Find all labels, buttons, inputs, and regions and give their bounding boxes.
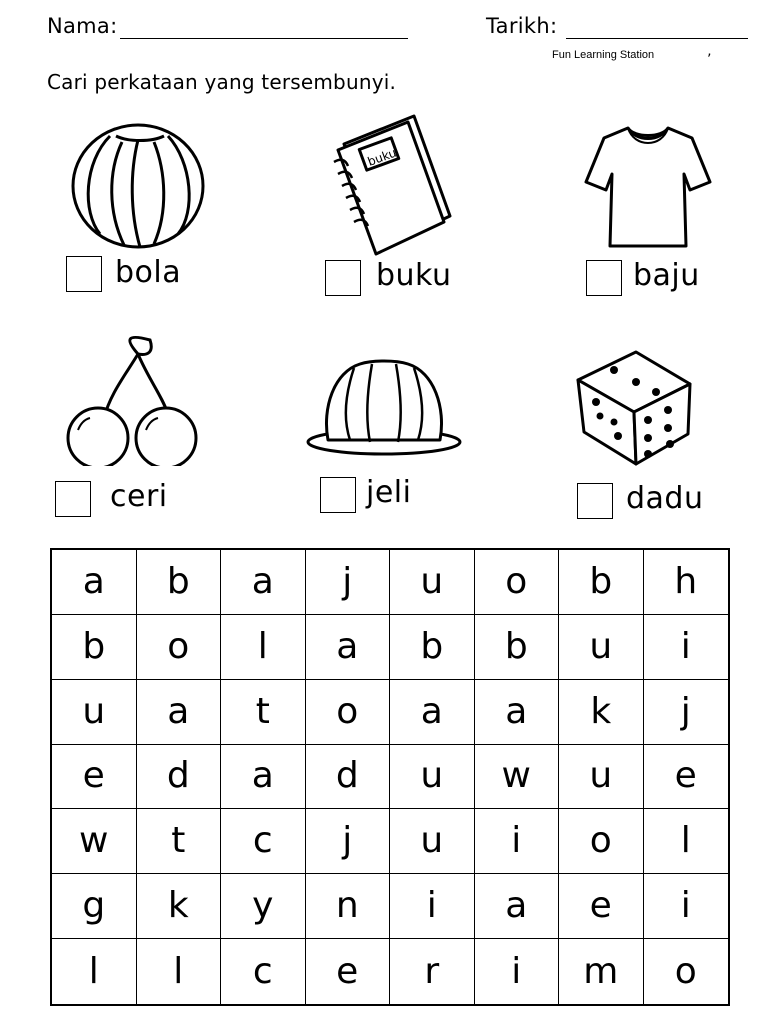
grid-cell[interactable]: c xyxy=(221,939,306,1004)
checkbox-dadu[interactable] xyxy=(577,483,613,519)
grid-cell[interactable]: r xyxy=(390,939,475,1004)
grid-cell[interactable]: i xyxy=(475,939,560,1004)
grid-cell[interactable]: a xyxy=(221,550,306,615)
grid-cell[interactable]: h xyxy=(644,550,729,615)
grid-cell[interactable]: i xyxy=(644,874,729,939)
grid-cell[interactable]: m xyxy=(559,939,644,1004)
word-dadu: dadu xyxy=(626,481,704,516)
notebook-cover-text: buku xyxy=(365,145,399,169)
word-search-grid xyxy=(50,548,730,1006)
grid-cell[interactable]: o xyxy=(674,950,697,992)
grid-cell[interactable]: u xyxy=(559,615,644,680)
grid-cell[interactable]: k xyxy=(137,874,222,939)
brand-credit: Fun Learning Station xyxy=(552,49,655,61)
jelly-icon xyxy=(304,358,464,458)
checkbox-bola[interactable] xyxy=(66,256,102,292)
grid-cell[interactable]: g xyxy=(52,874,137,939)
name-field-line[interactable] xyxy=(120,38,408,39)
word-jeli: jeli xyxy=(366,475,412,510)
grid-cell[interactable]: o xyxy=(475,550,560,615)
shirt-icon xyxy=(584,122,712,250)
grid-cell[interactable]: u xyxy=(390,745,475,810)
name-label: Nama: xyxy=(47,14,118,38)
grid-cell[interactable]: a xyxy=(221,745,306,810)
grid-cell[interactable]: w xyxy=(475,745,560,810)
grid-cell[interactable]: c xyxy=(221,809,306,874)
grid-cell[interactable]: i xyxy=(644,615,729,680)
grid-cell[interactable]: o xyxy=(306,680,391,745)
grid-cell[interactable]: l xyxy=(137,939,222,1004)
grid-cell[interactable]: e xyxy=(644,745,729,810)
grid-cell[interactable]: i xyxy=(475,809,560,874)
grid-cell[interactable]: l xyxy=(221,615,306,680)
grid-cell[interactable]: j xyxy=(306,809,391,874)
grid-cell[interactable]: a xyxy=(137,680,222,745)
notebook-icon xyxy=(326,110,458,260)
word-buku: buku xyxy=(376,258,452,293)
grid-cell[interactable]: a xyxy=(475,874,560,939)
word-baju: baju xyxy=(633,258,700,293)
grid-cell[interactable]: a xyxy=(306,615,391,680)
grid-cell[interactable]: w xyxy=(52,809,137,874)
grid-cell[interactable]: t xyxy=(137,809,222,874)
grid-cell[interactable]: u xyxy=(390,809,475,874)
grid-cell[interactable]: a xyxy=(475,680,560,745)
grid-cell[interactable]: u xyxy=(52,680,137,745)
date-field-line[interactable] xyxy=(566,38,748,39)
grid-cell[interactable]: d xyxy=(306,745,391,810)
grid-cell[interactable]: b xyxy=(390,615,475,680)
stray-mark: ’ xyxy=(707,52,712,68)
grid-cell[interactable]: n xyxy=(306,874,391,939)
dice-icon xyxy=(574,348,696,466)
grid-cell[interactable]: a xyxy=(390,680,475,745)
grid-cell[interactable]: o xyxy=(137,615,222,680)
grid-cell[interactable]: i xyxy=(390,874,475,939)
grid-cell[interactable]: e xyxy=(52,745,137,810)
date-label: Tarikh: xyxy=(486,14,558,38)
grid-cell[interactable]: j xyxy=(306,550,391,615)
checkbox-baju[interactable] xyxy=(586,260,622,296)
grid-cell[interactable]: d xyxy=(137,745,222,810)
grid-cell[interactable]: k xyxy=(559,680,644,745)
grid-cell[interactable]: b xyxy=(137,550,222,615)
grid-cell[interactable]: j xyxy=(644,680,729,745)
grid-cell[interactable]: b xyxy=(52,615,137,680)
grid-cell[interactable]: u xyxy=(559,745,644,810)
grid-cell[interactable]: e xyxy=(559,874,644,939)
ball-icon xyxy=(70,122,206,250)
word-bola: bola xyxy=(115,255,182,290)
checkbox-ceri[interactable] xyxy=(55,481,91,517)
grid-cell[interactable]: l xyxy=(52,939,137,1004)
cherries-icon xyxy=(64,334,200,466)
grid-cell[interactable]: u xyxy=(390,550,475,615)
instruction-text: Cari perkataan yang tersembunyi. xyxy=(47,70,397,94)
grid-cell[interactable]: e xyxy=(306,939,391,1004)
checkbox-buku[interactable] xyxy=(325,260,361,296)
grid-cell[interactable]: t xyxy=(221,680,306,745)
grid-cell[interactable]: l xyxy=(644,809,729,874)
grid-cell[interactable]: y xyxy=(221,874,306,939)
checkbox-jeli[interactable] xyxy=(320,477,356,513)
word-ceri: ceri xyxy=(110,479,168,514)
grid-cell[interactable]: a xyxy=(52,550,137,615)
grid-cell[interactable]: b xyxy=(475,615,560,680)
grid-cell[interactable]: o xyxy=(559,809,644,874)
grid-cell[interactable]: b xyxy=(559,550,644,615)
